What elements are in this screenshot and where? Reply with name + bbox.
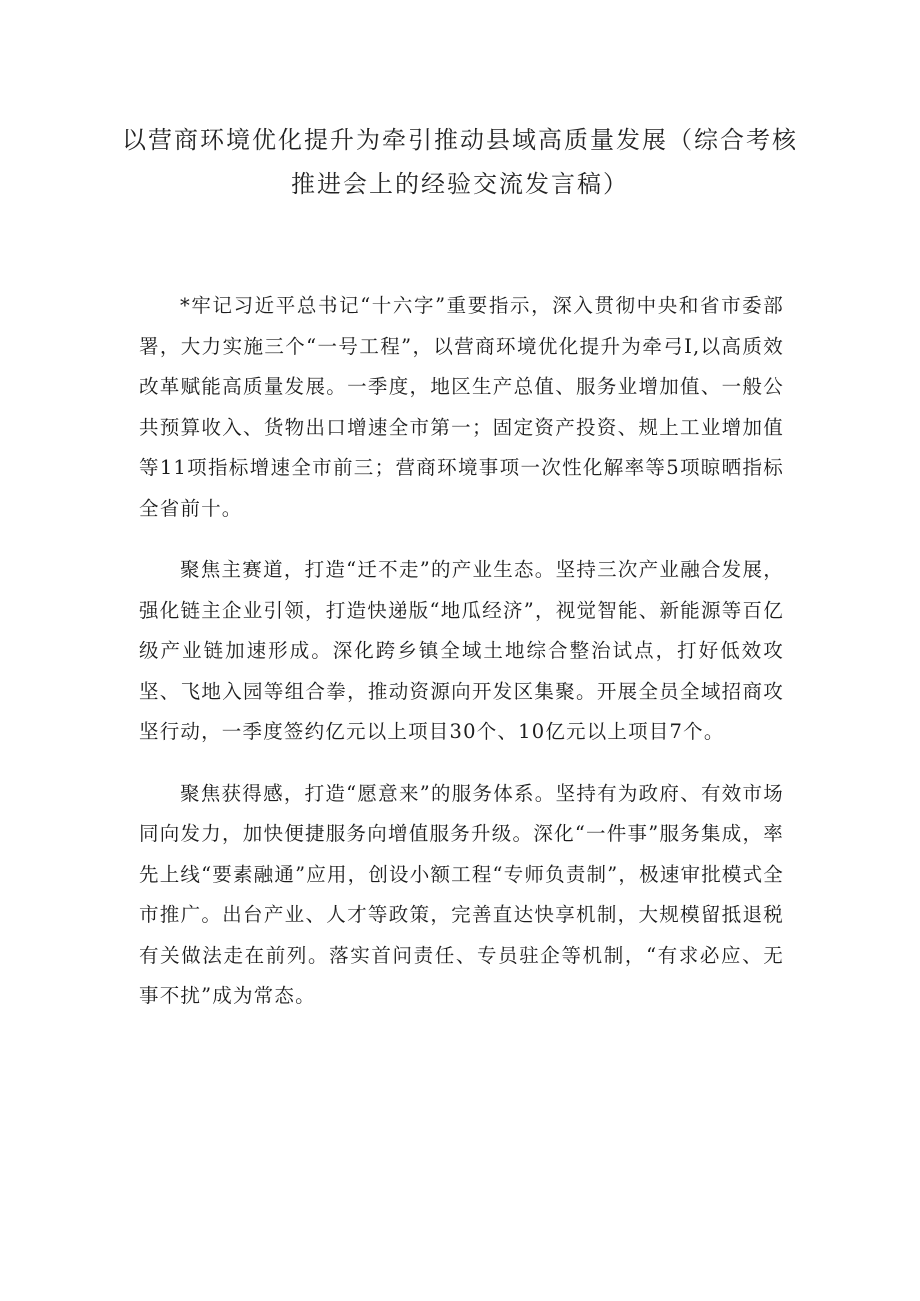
paragraph-service: 聚焦获得感，打造“愿意来”的服务体系。坚持有为政府、有效市场同向发力，加快便捷服务向增值服务升级。深化“一件事”服务集成，率先上线“要素融通”应用，创设小额工程“专师负责制”，极速审批模式全市推广。出台产业、人才等政策，完善直达快享机制，大规模留抵退税有关做法走在前列。落实首问责任、专员驻企等机制，“有求必应、无事不扰”成为常态。 — [139, 781, 784, 1007]
title-line-1: 以营商环境优化提升为牵引推动县域高质量发展（综合考核 — [122, 126, 798, 154]
document-body — [139, 286, 784, 1038]
paragraph-industry: 聚焦主赛道，打造“迁不走”的产业生态。坚持三次产业融合发展，强化链主企业引领，打造快递版“地瓜经济”，视觉智能、新能源等百亿级产业链加速形成。深化跨乡镇全域土地综合整治试点，打好低效攻坚、飞地入园等组合拳，推动资源向开发区集聚。开展全员全域招商攻坚行动，一季度签约亿元以上项目30个、10亿元以上项目7个。 — [139, 558, 784, 743]
paragraph-intro: *牢记习近平总书记“十六字”重要指示，深入贯彻中央和省市委部署，大力实施三个“一号工程”，以营商环境优化提升为牵弓I,以高质效改革赋能高质量发展。一季度，地区生产总值、服务业增加值、一般公共预算收入、货物出口增速全市第一；固定资产投资、规上工业增加值等11项指标增速全市前三；营商环境事项一次性化解率等5项晾晒指标全省前十。 — [139, 294, 784, 520]
document-title — [110, 118, 810, 206]
title-line-2: 推进会上的经验交流发言稿） — [291, 170, 629, 198]
